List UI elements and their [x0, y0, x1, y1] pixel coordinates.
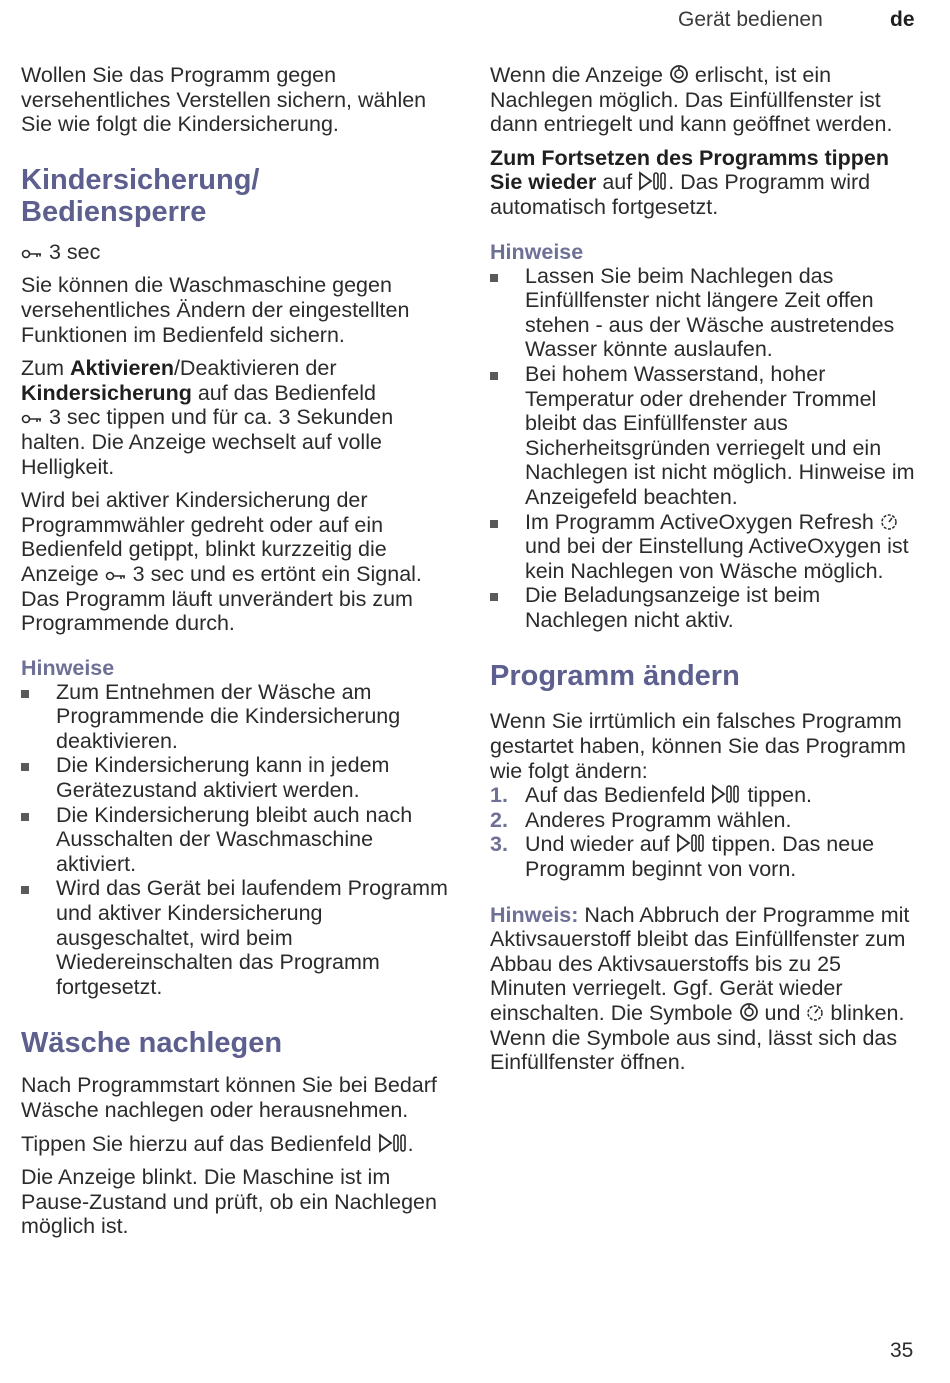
kinder-paragraph-1: Sie können die Waschmaschine gegen versehentliches Ändern der eingestellten Funktionen im Bedienfeld sichern.	[21, 273, 410, 347]
text-run: Nach Abbruch der Programme mit Aktivsauerstoff bleibt das Einfüllfenster zum Abbau des Aktivsauerstoffs bis zu 25 Minuten verriegelt. Ggf. Gerät wieder einschalten. Die Symbole	[490, 902, 910, 1025]
door-lock-icon	[739, 1002, 759, 1022]
left-column	[21, 63, 453, 1248]
waesche-paragraph-1: Nach Programmstart können Sie bei Bedarf Wäsche nachlegen oder herausnehmen.	[21, 1073, 437, 1122]
key-icon	[21, 247, 43, 261]
step-item	[490, 783, 922, 808]
list-item-text: Die Beladungsanzeige ist beim Nachlegen nicht aktiv.	[525, 583, 821, 632]
text-run: . Das Programm wird automatisch fortgesetzt.	[490, 170, 871, 219]
bullet-icon	[21, 886, 29, 894]
step-number: 1.	[490, 783, 508, 808]
list-item-text: Die Kindersicherung kann in jedem Gerätezustand aktiviert werden.	[56, 753, 390, 803]
list-item	[21, 680, 453, 754]
heading-waesche-nachlegen: Wäsche nachlegen	[21, 1027, 283, 1060]
bullet-icon	[490, 372, 498, 380]
hinweise-heading: Hinweise	[21, 655, 115, 680]
key-label	[21, 240, 453, 265]
step-number: 3.	[490, 832, 508, 857]
bullet-icon	[21, 690, 29, 698]
list-item-text: Zum Entnehmen der Wäsche am Programmende die Kindersicherung deaktivieren.	[56, 679, 401, 753]
text-run: 3 sec tippen und für ca. 3 Sekunden halten. Die Anzeige wechselt auf volle Helligkeit.	[21, 405, 394, 479]
kinder-paragraph-3	[21, 488, 453, 636]
hinweise-list	[490, 264, 922, 633]
heading-programm-aendern: Programm ändern	[490, 660, 740, 693]
hinweise-list	[21, 680, 453, 1000]
page-number: 35	[890, 1339, 914, 1362]
hinweis-paragraph	[490, 903, 922, 1075]
waesche-paragraph-2	[21, 1132, 453, 1157]
programm-paragraph: Wenn Sie irrtümlich ein falsches Programm gestartet haben, können Sie das Programm wie folgt ändern:	[490, 709, 906, 783]
bold-kindersicherung: Kindersicherung	[21, 380, 192, 405]
list-item-text: Wird das Gerät bei laufendem Programm und aktiver Kindersicherung ausgeschaltet, wird beim Wiedereinschalten das Programm fortgesetzt.	[56, 876, 448, 999]
bullet-icon	[490, 520, 498, 528]
step-text: Anderes Programm wählen.	[525, 807, 792, 832]
bullet-icon	[490, 274, 498, 282]
heading-kindersicherung	[21, 164, 453, 228]
bold-activate: Aktivieren	[69, 356, 174, 381]
nachlegen-paragraph-2	[490, 146, 922, 220]
list-item-text: Im Programm ActiveOxygen Refresh	[525, 509, 880, 534]
list-item	[21, 753, 453, 802]
heading-line-2: Bediensperre	[21, 195, 207, 228]
text-run: /Deaktivieren der	[173, 356, 337, 381]
page-header	[0, 8, 950, 38]
nachlegen-paragraph-1	[490, 63, 922, 137]
bullet-icon	[21, 763, 29, 771]
text-run: Zum	[21, 356, 70, 381]
step-text: tippen. Das neue Programm beginnt von vorn.	[525, 832, 875, 882]
text-run: .	[407, 1131, 414, 1156]
step-text: tippen.	[741, 783, 812, 808]
step-item	[490, 832, 922, 881]
play-pause-icon	[711, 784, 741, 804]
language-code: de	[890, 8, 915, 31]
list-item-text: Die Kindersicherung bleibt auch nach Ausschalten der Waschmaschine aktiviert.	[56, 802, 413, 876]
door-lock-icon	[669, 64, 689, 84]
step-number: 2.	[490, 807, 508, 832]
text-run: auf	[596, 170, 639, 195]
text-run: Tippen Sie hierzu auf das Bedienfeld	[21, 1131, 378, 1156]
section-title: Gerät bedienen	[678, 8, 823, 31]
play-pause-icon	[378, 1133, 408, 1153]
key-icon	[105, 569, 127, 583]
bold-continue: Zum Fortsetzen des Programms tippen Sie wieder	[490, 145, 890, 195]
list-item	[21, 876, 453, 999]
bullet-icon	[490, 593, 498, 601]
list-item-text: Lassen Sie beim Nachlegen das Einfüllfenster nicht längere Zeit offen stehen - aus der Wäsche austretendes Wasser könnte auslaufen.	[525, 263, 895, 362]
heading-line-1: Kindersicherung/	[21, 163, 260, 196]
list-item	[490, 583, 922, 632]
list-item	[21, 803, 453, 877]
text-run: erlischt, ist ein Nachlegen möglich. Das Einfüllfenster ist dann entriegelt und kann geöffnet werden.	[490, 63, 893, 137]
play-pause-icon	[638, 171, 668, 191]
text-run: auf das Bedienfeld	[191, 380, 376, 405]
bullet-icon	[21, 813, 29, 821]
text-run: Wird bei aktiver Kindersicherung der Programmwähler gedreht oder auf ein Bedienfeld getippt, blinkt kurzzeitig die Anzeige	[21, 488, 387, 586]
text-run: blinken. Wenn die Symbole aus sind, lässt sich das Einfüllfenster öffnen.	[490, 1001, 905, 1075]
hinweise-heading: Hinweise	[490, 239, 584, 264]
right-column	[490, 63, 922, 1084]
hinweis-label: Hinweis:	[490, 902, 579, 927]
list-item-text: und bei der Einstellung ActiveOxygen ist kein Nachlegen von Wäsche möglich.	[525, 534, 909, 583]
list-item-text: Bei hohem Wasserstand, hoher Temperatur oder drehender Trommel bleibt das Einfüllfenster aus Sicherheitsgründen verriegelt und ein Nachlegen ist nicht möglich. Hinweise im Anzeigefeld beachten.	[525, 361, 915, 509]
kinder-paragraph-2	[21, 356, 453, 479]
key-icon	[21, 412, 43, 426]
text-run: und	[758, 1001, 807, 1025]
text-run: Wenn die Anzeige	[490, 63, 669, 87]
text-run: 3 sec und es ertönt ein Signal. Das Programm läuft unverändert bis zum Programmende durch.	[21, 561, 422, 636]
list-item	[490, 264, 922, 362]
waesche-paragraph-3: Die Anzeige blinkt. Die Maschine ist im Pause-Zustand und prüft, ob ein Nachlegen möglich ist.	[21, 1165, 437, 1239]
step-text: Und wieder auf	[525, 832, 676, 857]
play-pause-icon	[676, 833, 706, 853]
oxygen-timer-icon	[880, 513, 898, 531]
oxygen-timer-icon	[806, 1004, 824, 1022]
list-item	[490, 362, 922, 510]
step-text: Auf das Bedienfeld	[525, 783, 712, 808]
steps-list	[490, 783, 922, 881]
list-item	[490, 510, 922, 584]
key-label-text: 3 sec	[48, 239, 101, 264]
step-item	[490, 808, 922, 833]
intro-paragraph: Wollen Sie das Programm gegen versehentliches Verstellen sichern, wählen Sie wie folgt die Kindersicherung.	[21, 63, 427, 137]
